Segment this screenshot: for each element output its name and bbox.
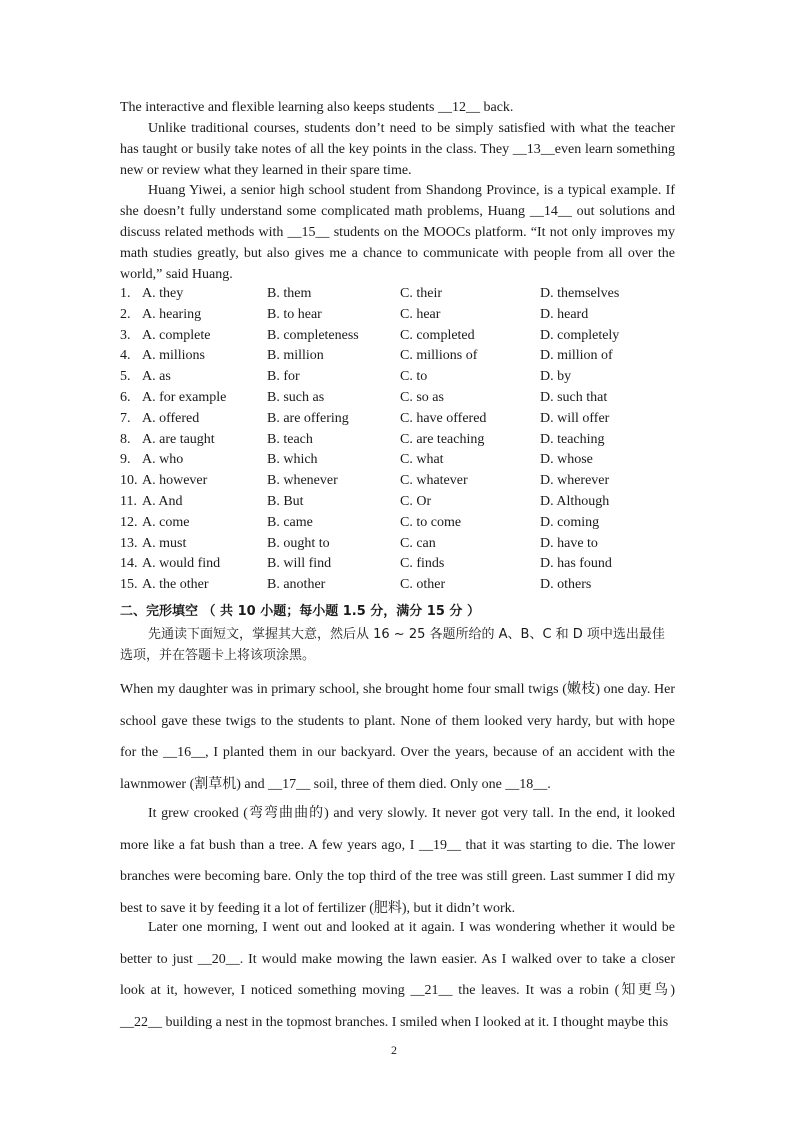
option-c: C. Or bbox=[400, 493, 432, 509]
option-b: B. ought to bbox=[267, 535, 330, 551]
option-d: D. have to bbox=[540, 535, 598, 551]
option-c: C. so as bbox=[400, 389, 444, 405]
option-a: A. however bbox=[142, 473, 208, 489]
option-a: A. hearing bbox=[142, 306, 202, 322]
question-number: 13. bbox=[120, 535, 138, 551]
option-a: A. millions bbox=[142, 348, 206, 364]
option-a: A. who bbox=[142, 452, 184, 468]
option-b: B. for bbox=[267, 369, 300, 385]
option-row bbox=[120, 575, 680, 596]
option-a: A. would find bbox=[142, 556, 221, 572]
option-d: D. has found bbox=[540, 556, 612, 572]
option-b: B. will find bbox=[267, 556, 332, 572]
question-number: 5. bbox=[120, 369, 131, 385]
section2-heading: 二、完形填空 （ 共 10 小题；每小题 1.5 分，满分 15 分 ） bbox=[120, 604, 480, 619]
option-d: D. teaching bbox=[540, 431, 605, 447]
question-number: 8. bbox=[120, 431, 131, 447]
question-number: 3. bbox=[120, 327, 131, 343]
question-number: 14. bbox=[120, 556, 138, 572]
option-c: C. finds bbox=[400, 556, 445, 572]
question-number: 9. bbox=[120, 452, 131, 468]
option-c: C. their bbox=[400, 286, 442, 301]
option-c: C. millions of bbox=[400, 348, 478, 364]
option-a: A. complete bbox=[142, 327, 211, 343]
option-d: D. others bbox=[540, 577, 592, 593]
option-b: B. But bbox=[267, 493, 304, 509]
passage2-para-2: It grew crooked (弯弯曲曲的) and very slowly. It never got very tall. In the end, it looked more like a fat bush than a tree. A few years ago, I __19__ that it was starting to die. The lower branches were becoming bare. Only the top third of the tree was still green. Last summer I did my best to save it by feeding it a lot of fertilizer (肥料), but it didn’t work. bbox=[120, 806, 675, 916]
option-c: C. whatever bbox=[400, 473, 468, 489]
option-d: D. completely bbox=[540, 327, 620, 343]
option-row bbox=[120, 409, 680, 430]
option-b: B. are offering bbox=[267, 410, 349, 426]
option-a: A. are taught bbox=[142, 431, 215, 447]
option-a: A. And bbox=[142, 493, 183, 509]
option-c: C. other bbox=[400, 577, 446, 593]
option-row bbox=[120, 326, 680, 347]
option-row bbox=[120, 388, 680, 409]
option-c: C. to come bbox=[400, 514, 462, 530]
option-d: D. themselves bbox=[540, 286, 620, 301]
option-c: C. what bbox=[400, 452, 444, 468]
option-a: A. must bbox=[142, 535, 187, 551]
option-c: C. have offered bbox=[400, 410, 487, 426]
passage1-para-14: Huang Yiwei, a senior high school student from Shandong Province, is a typical example. If she doesn’t fully understand some complicated math problems, Huang __14__ out solutions and discuss related methods with __15__ students on the MOOCs platform. “It not only improves my math studies greatly, but also gives me a chance to communicate with people from all over the world,” said Huang. bbox=[120, 183, 675, 282]
option-d: D. heard bbox=[540, 306, 589, 322]
option-row bbox=[120, 430, 680, 451]
question-number: 12. bbox=[120, 514, 138, 530]
question-number: 7. bbox=[120, 410, 131, 426]
passage2-para-3: Later one morning, I went out and looked at it again. I was wondering whether it would be better to just __20__. It would make mowing the lawn easier. As I walked over to take a closer look at it, however, I noticed something moving __21__ the leaves. It was a robin (知更鸟) __22__ building a nest in the topmost branches. I smiled when I looked at it. I thought maybe this bbox=[120, 920, 675, 1030]
question-number: 15. bbox=[120, 577, 138, 593]
option-row bbox=[120, 534, 680, 555]
option-row bbox=[120, 554, 680, 575]
option-c: C. hear bbox=[400, 306, 441, 322]
passage2-para-1: When my daughter was in primary school, she brought home four small twigs (嫩枝) one day. Her school gave these twigs to the students to plant. None of them looked very hardy, but with hope for the __16__, I planted them in our backyard. Over the years, because of an accident with the lawnmower (割草机) and __17__ soil, three of them died. Only one __18__. bbox=[120, 682, 675, 792]
option-c: C. are teaching bbox=[400, 431, 485, 447]
option-d: D. such that bbox=[540, 389, 608, 405]
question-number: 10. bbox=[120, 473, 138, 489]
option-d: D. coming bbox=[540, 514, 600, 530]
option-b: B. whenever bbox=[267, 473, 338, 489]
option-b: B. them bbox=[267, 286, 312, 301]
option-a: A. the other bbox=[142, 577, 209, 593]
option-d: D. by bbox=[540, 369, 572, 385]
option-row bbox=[120, 492, 680, 513]
option-row bbox=[120, 471, 680, 492]
option-row bbox=[120, 450, 680, 471]
option-a: A. as bbox=[142, 369, 171, 385]
passage1-para-13: Unlike traditional courses, students don’t need to be simply satisfied with what the teacher has taught or busily take notes of all the key points in the class. They __13__even learn something new or review what they learned in their spare time. bbox=[120, 121, 675, 178]
option-b: B. such as bbox=[267, 389, 325, 405]
option-c: C. completed bbox=[400, 327, 475, 343]
option-b: B. teach bbox=[267, 431, 313, 447]
option-b: B. million bbox=[267, 348, 324, 364]
option-d: D. will offer bbox=[540, 410, 610, 426]
option-d: D. whose bbox=[540, 452, 593, 468]
question-number: 6. bbox=[120, 389, 131, 405]
option-b: B. to hear bbox=[267, 306, 322, 322]
option-b: B. which bbox=[267, 452, 318, 468]
option-row bbox=[120, 367, 680, 388]
option-c: C. to bbox=[400, 369, 428, 385]
option-b: B. came bbox=[267, 514, 313, 530]
option-a: A. offered bbox=[142, 410, 200, 426]
option-row bbox=[120, 284, 680, 305]
answer-options-table bbox=[120, 284, 680, 596]
question-number: 4. bbox=[120, 348, 131, 364]
option-d: D. wherever bbox=[540, 473, 610, 489]
option-a: A. they bbox=[142, 286, 184, 301]
option-b: B. completeness bbox=[267, 327, 359, 343]
question-number: 1. bbox=[120, 286, 131, 301]
option-c: C. can bbox=[400, 535, 436, 551]
option-b: B. another bbox=[267, 577, 326, 593]
option-row bbox=[120, 305, 680, 326]
question-number: 11. bbox=[120, 493, 137, 509]
option-row bbox=[120, 513, 680, 534]
question-number: 2. bbox=[120, 306, 131, 322]
passage1-line-12: The interactive and flexible learning also keeps students __12__ back. bbox=[120, 100, 514, 115]
option-row bbox=[120, 346, 680, 367]
option-d: D. million of bbox=[540, 348, 613, 364]
option-a: A. for example bbox=[142, 389, 227, 405]
option-d: D. Although bbox=[540, 493, 610, 509]
option-a: A. come bbox=[142, 514, 190, 530]
page-number: 2 bbox=[391, 1043, 397, 1057]
section2-instructions: 先通读下面短文，掌握其大意，然后从 16 ~ 25 各题所给的 A、B、C 和 D 项中选出最佳选项，并在答题卡上将该项涂黑。 bbox=[120, 627, 665, 663]
